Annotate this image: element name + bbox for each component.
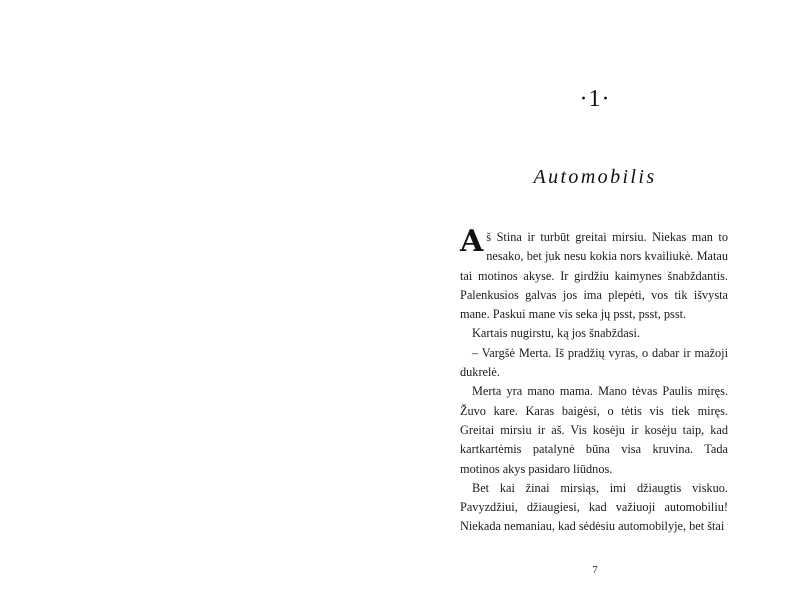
paragraph-3: – Vargšė Merta. Iš pradžių vyras, o dabar ir mažoji dukrelė. [460, 345, 728, 380]
paragraph-4: Merta yra mano mama. Mano tėvas Paulis miręs. Žuvo kare. Karas baigėsi, o tėtis vis tiek miręs. Greitai mirsiu ir aš. Vis kosėju ir kosėju taip, kad kartkartėmis patalynė būna visa kruvina. Tada motinos akys pasidaro liūdnos. [460, 384, 728, 476]
chapter-number: ·1· [579, 86, 611, 112]
paragraph-5: Bet kai žinai mirsiąs, imi džiaugtis viskuo. Pavyzdžiui, džiaugiesi, kad važiuoji automobiliu! Niekada nemaniau, kad sėdėsiu automobilyje, bet štai [460, 480, 728, 534]
chapter-title: Automobilis [533, 166, 657, 188]
paragraph-1-text: š Stina ir turbūt greitai mirsiu. Niekas man to nesako, bet juk nesu kokia nors kvailiukė. Matau tai motinos akyse. Ir girdžiu kaimynes šnabždantis. Palenkusios galvas jos ima plepėti, vos tik išvysta mane. Paskui mane vis seka jų psst, psst, psst. [460, 230, 728, 322]
page-number: 7 [592, 564, 598, 576]
chapter-body [460, 224, 728, 537]
drop-cap: A [460, 224, 484, 259]
paragraph-2: Kartais nugirstu, ką jos šnabždasi. [472, 326, 641, 341]
paragraph-1 [460, 224, 728, 324]
right-page [397, 0, 794, 609]
